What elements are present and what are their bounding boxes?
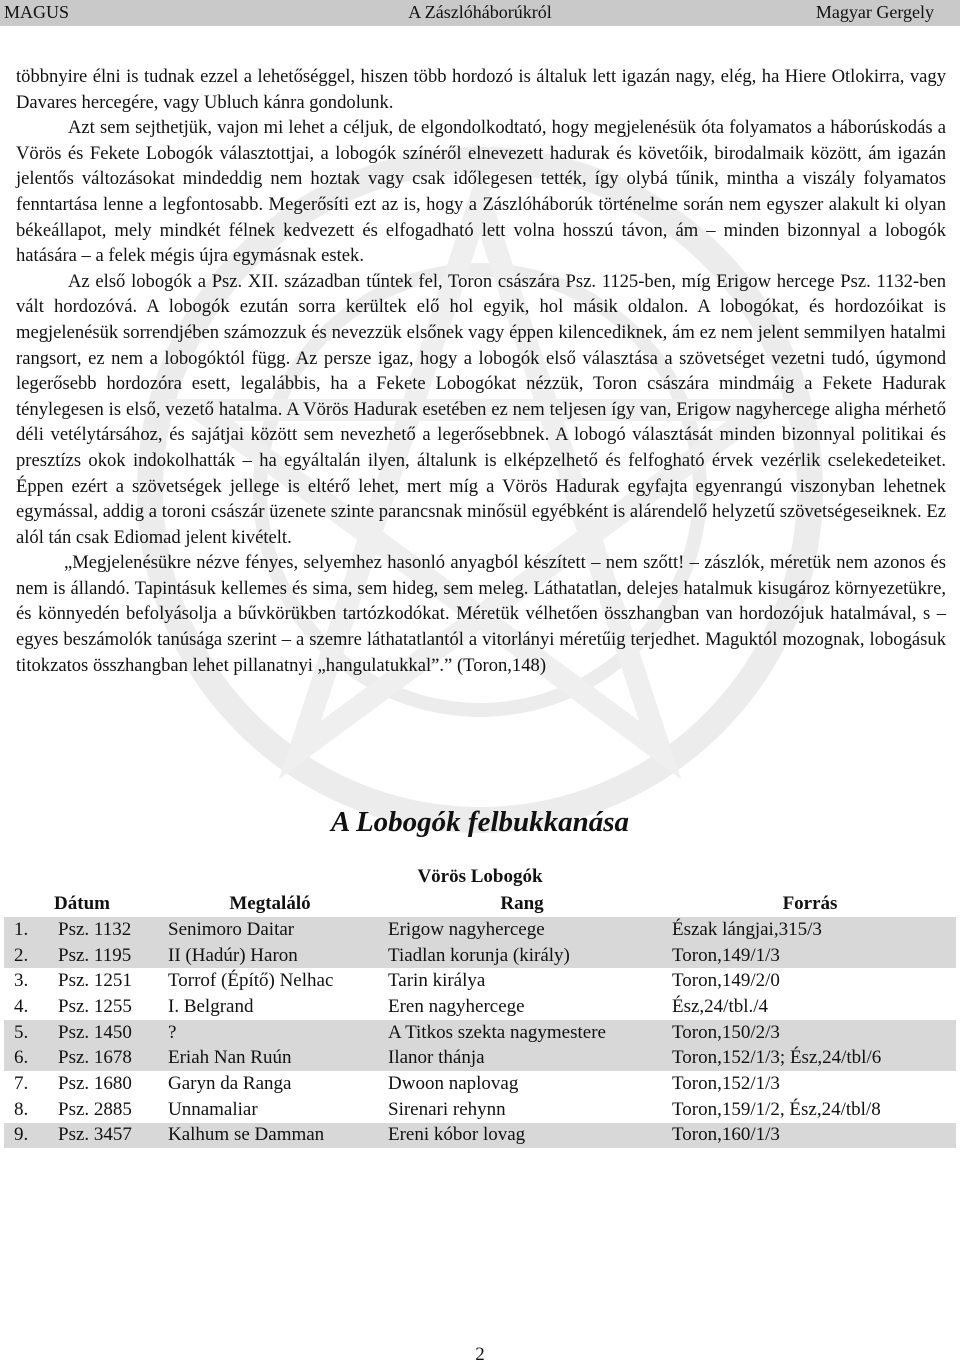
table-row — [4, 1071, 956, 1097]
row-number: 2. — [4, 943, 52, 969]
row-number: 6. — [4, 1045, 52, 1071]
row-source: Toron,159/1/2, Ész,24/tbl/8 — [672, 1098, 881, 1120]
paragraph: többnyire élni is tudnak ezzel a lehetőséggel, hiszen több hordozó is általuk lett igazán nagy, elég, ha Hiere Otlokirra, vagy Davares hercegére, vagy Ubluch kánra gondolunk. — [16, 66, 946, 113]
header-right: Magyar Gergely — [815, 2, 934, 22]
row-rank: Tiadlan korunja (király) — [380, 943, 664, 969]
table-row — [4, 1020, 956, 1046]
row-date: Psz. 1255 — [58, 995, 132, 1017]
header-source: Forrás — [782, 893, 838, 914]
row-number: 5. — [4, 1020, 52, 1046]
row-date: Psz. 1195 — [52, 943, 160, 969]
row-number: 3. — [14, 970, 29, 992]
row-rank: Sirenari rehynn — [388, 1098, 506, 1120]
body-text — [16, 64, 946, 678]
page-number: 2 — [475, 1344, 485, 1365]
row-number: 7. — [14, 1072, 29, 1094]
header-center: A Zászlóháborúkról — [408, 2, 552, 22]
row-source: Toron,150/2/3 — [664, 1020, 956, 1046]
section-title: A Lobogók felbukkanása — [330, 806, 630, 838]
table-row — [4, 1123, 956, 1149]
row-source: Toron,149/1/3 — [664, 943, 956, 969]
header-date: Dátum — [54, 893, 110, 914]
row-rank: Tarin királya — [388, 970, 486, 992]
row-source: Toron,149/2/0 — [672, 970, 780, 992]
row-finder: Kalhum se Damman — [160, 1123, 380, 1149]
table-row — [4, 943, 956, 969]
row-rank: Ilanor thánja — [380, 1045, 664, 1071]
row-finder: Senimoro Daitar — [160, 917, 380, 943]
header-rank: Rang — [500, 893, 544, 914]
paragraph: Az első lobogók a Psz. XII. században tűntek fel, Toron császára Psz. 1125-ben, míg Erigow hercege Psz. 1132-ben vált hordozóvá. A lobogók ezután sorra kerültek elő hol egyik, hol másik oldalon. A lobogókat, és hordozóikat is megjelenésük sorrendjében számozzuk és nevezzük elsőnek vagy éppen kilencediknek, ám ez nem jelent semmilyen hatalmi rangsort, ez nem a lobogóktól függ. Az persze igaz, hogy a lobogók első választása a szövetséget vezetni tudó, úgymond legerősebb hordozóra esett, legalábbis, ha a Fekete Lobogókat nézzük, Toron császára mindmáig a Fekete Hadurak ténylegesen is első, vezető hatalma. A Vörös Hadurak esetében ez nem teljesen így van, Erigow nagyhercege aligha mérhető déli vetélytársához, és sajátjai között sem nevezhető a legerősebbnek. A lobogó választását minden bizonnyal politikai és presztízs okok indokolhatták – ha egyáltalán ilyen, általunk is elképzelhető és felfogható érvek vezérlik cselekedeteiket. Éppen ezért a szövetségek jellege is eltérő lehet, mert míg a Vörös Hadurak egyfajta egyenrangú viszonyban lehetnek egymással, addig a toroni császár üzenete szinte parancsnak minősül egyébként is alárendelő helyzetű szövetségeseiknek. Ez alól tán csak Ediomad jelent kivételt. — [16, 270, 946, 548]
row-number: 1. — [4, 917, 52, 943]
table-row — [4, 917, 956, 943]
table-row — [4, 968, 956, 994]
paragraph: Azt sem sejthetjük, vajon mi lehet a céljuk, de elgondolkodtató, hogy megjelenésük óta folyamatos a háborúskodás a Vörös és Fekete Lobogók választottjai, a lobogók színéről elnevezett hadurak és követőik, birodalmaik között, ám igazán jelentős változásokat mindeddig nem hoztak vagy csak időlegesen tették, így olybá tűnik, mintha a viszály folyamatos fenntartása lenne a legfontosabb. Megerősíti ezt az is, hogy a Zászlóháborúk történelme során nem egyszer alakult ki olyan békeállapot, mely mindkét félnek kedvezett és elfogadható lett volna hosszú távon, ám – minden bizonnyal a lobogók hatására – a felek mégis újra egymásnak estek. — [16, 117, 946, 267]
row-number: 8. — [14, 1098, 29, 1120]
header-left: MAGUS — [4, 2, 70, 22]
row-finder: Torrof (Építő) Nelhac — [168, 970, 334, 992]
row-date: Psz. 1678 — [52, 1045, 160, 1071]
row-date: Psz. 1450 — [52, 1020, 160, 1046]
row-source: Toron,152/1/3 — [672, 1072, 780, 1094]
table-header-row — [4, 891, 956, 917]
table-row — [4, 1045, 956, 1071]
row-finder: I. Belgrand — [168, 995, 254, 1017]
row-finder: II (Hadúr) Haron — [160, 943, 380, 969]
row-date: Psz. 1132 — [52, 917, 160, 943]
row-date: Psz. 1251 — [58, 970, 132, 992]
row-date: Psz. 1680 — [58, 1072, 132, 1094]
row-rank: Erigow nagyhercege — [380, 917, 664, 943]
row-finder: Unnamaliar — [168, 1098, 258, 1120]
row-source: Ész,24/tbl./4 — [672, 995, 769, 1017]
table-caption: Vörös Lobogók — [417, 866, 543, 887]
quote-paragraph: „Megjelenésükre nézve fényes, selyemhez hasonló anyagból készített – nem szőtt! – zászlók, méretük nem azonos és nem is állandó. Tapintásuk kellemes és sima, sem hideg, sem meleg. Láthatatlan, delejes hatalmuk kisugároz környezetükre, és könnyedén befolyásolja a bűvkörükben tartózkodókat. Méretük vélhetően összhangban van hordozójuk hatalmával, s – egyes beszámolók tanúsága szerint – a szemre láthatatlantól a vitorlányi méretűig terjedhet. Maguktól mozognak, lobogásuk titokzatos összhangban lehet pillanatnyi „hangulatukkal”.” (Toron,148) — [16, 552, 946, 676]
row-source: Toron,152/1/3; Ész,24/tbl/6 — [664, 1045, 956, 1071]
row-rank: Dwoon naplovag — [388, 1072, 519, 1094]
row-rank: Eren nagyhercege — [388, 995, 525, 1017]
row-finder: Eriah Nan Ruún — [160, 1045, 380, 1071]
row-rank: Ereni kóbor lovag — [380, 1123, 664, 1149]
table-row — [4, 994, 956, 1020]
row-date: Psz. 3457 — [52, 1123, 160, 1149]
row-rank: A Titkos szekta nagymestere — [380, 1020, 664, 1046]
row-finder: Garyn da Ranga — [168, 1072, 292, 1094]
banner-table — [4, 891, 956, 1148]
row-finder: ? — [160, 1020, 380, 1046]
row-number: 4. — [14, 995, 29, 1017]
row-source: Toron,160/1/3 — [664, 1123, 956, 1149]
row-date: Psz. 2885 — [58, 1098, 132, 1120]
header-finder: Megtaláló — [229, 893, 311, 914]
row-number: 9. — [4, 1123, 52, 1149]
running-header — [0, 0, 960, 26]
table-row — [4, 1097, 956, 1123]
row-source: Észak lángjai,315/3 — [664, 917, 956, 943]
